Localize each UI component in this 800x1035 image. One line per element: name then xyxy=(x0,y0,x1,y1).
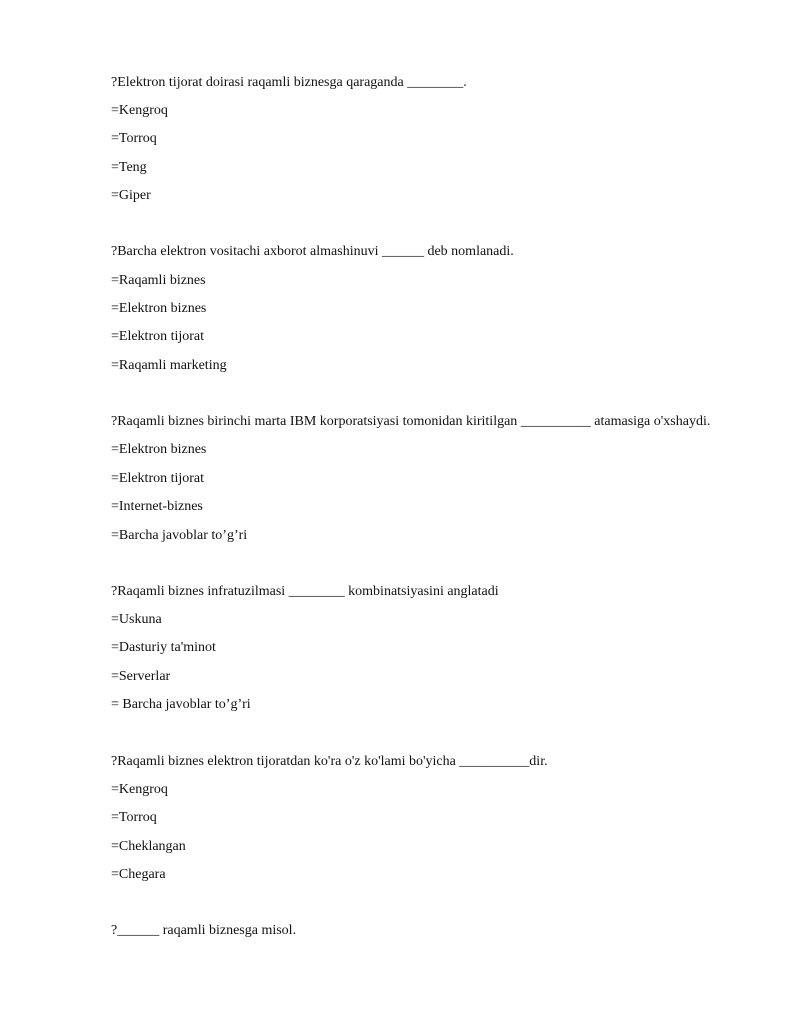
answer-option: =Serverlar xyxy=(111,669,171,684)
answer-option: =Elektron tijorat xyxy=(111,471,205,486)
answer-option: =Cheklangan xyxy=(111,839,186,854)
answer-option: =Raqamli marketing xyxy=(111,358,227,373)
answer-option: =Dasturiy ta'minot xyxy=(111,640,216,655)
answer-option: =Kengroq xyxy=(111,782,168,797)
answer-option: =Elektron biznes xyxy=(111,301,207,316)
answer-option: =Chegara xyxy=(111,867,166,882)
answer-option: =Elektron tijorat xyxy=(111,329,205,344)
question-text: ?Raqamli biznes elektron tijoratdan ko'ra o'z ko'lami bo'yicha __________dir. xyxy=(111,754,548,769)
answer-option: =Elektron biznes xyxy=(111,442,207,457)
answer-option: =Torroq xyxy=(111,810,157,825)
answer-option: =Barcha javoblar to’g’ri xyxy=(111,528,248,543)
answer-option: =Kengroq xyxy=(111,103,168,118)
answer-option: = Barcha javoblar to’g’ri xyxy=(111,697,251,712)
question-text: ?Elektron tijorat doirasi raqamli biznesga qaraganda ________. xyxy=(111,75,467,90)
question-text: ?Barcha elektron vositachi axborot almashinuvi ______ deb nomlanadi. xyxy=(111,244,514,259)
answer-option: =Internet-biznes xyxy=(111,499,203,514)
answer-option: =Torroq xyxy=(111,131,157,146)
answer-option: =Teng xyxy=(111,160,147,175)
answer-option: =Uskuna xyxy=(111,612,162,627)
answer-option: =Giper xyxy=(111,188,151,203)
question-text: ?Raqamli biznes birinchi marta IBM korporatsiyasi tomonidan kiritilgan __________ atamasiga o'xshaydi. xyxy=(111,414,711,429)
answer-option: =Raqamli biznes xyxy=(111,273,206,288)
question-text: ?Raqamli biznes infratuzilmasi ________ kombinatsiyasini anglatadi xyxy=(111,584,499,599)
question-text: ?______ raqamli biznesga misol. xyxy=(111,923,297,938)
